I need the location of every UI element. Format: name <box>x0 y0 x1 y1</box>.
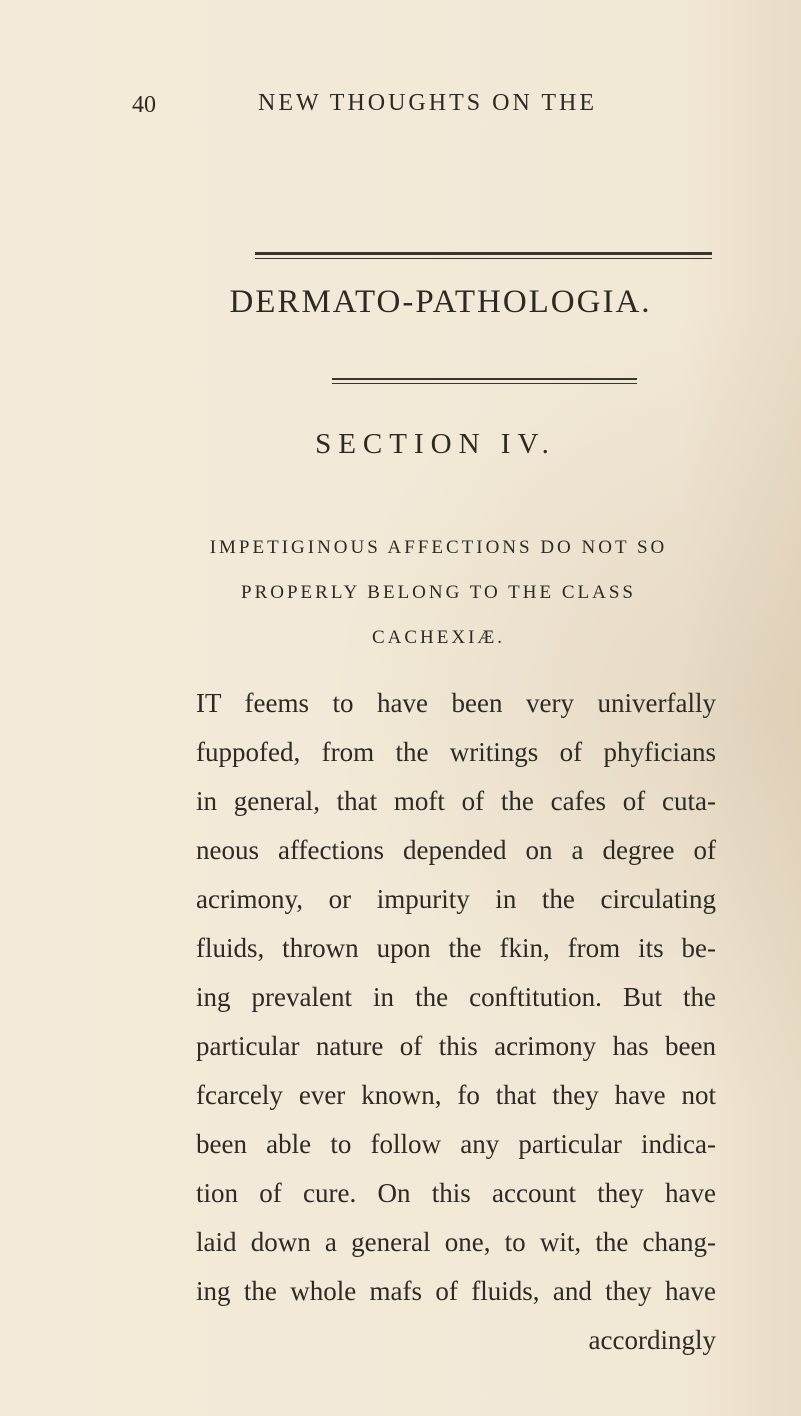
running-head: NEW THOUGHTS ON THE <box>258 90 597 116</box>
top-double-rule-thick <box>255 252 712 255</box>
body-text-line: particular nature of this acrimony has been <box>196 1031 716 1061</box>
subheading-line: PROPERLY BELONG TO THE CLASS <box>241 582 636 603</box>
catchword: accordingly <box>588 1325 716 1355</box>
subheading-line: CACHEXIÆ. <box>371 627 506 648</box>
section-rule-thin <box>332 383 637 384</box>
body-text-line: fcarcely ever known, fo that they have not <box>196 1080 716 1110</box>
body-text-line: fuppofed, from the writings of phyficians <box>196 737 716 767</box>
body-text-line: fluids, thrown upon the fkin, from its be- <box>196 933 716 963</box>
main-title: DERMATO-PATHOLOGIA. <box>229 284 652 320</box>
body-text-line: neous affections depended on a degree of <box>196 835 716 865</box>
subheading-line: IMPETIGINOUS AFFECTIONS DO NOT SO <box>209 537 668 558</box>
body-text-line: in general, that moft of the cafes of cuta- <box>196 786 716 816</box>
body-text-line: laid down a general one, to wit, the chang- <box>196 1227 716 1257</box>
page-number: 40 <box>132 92 156 118</box>
body-text-line: ing prevalent in the conftitution. But the <box>196 982 716 1012</box>
top-double-rule-thin <box>255 258 712 259</box>
section-rule-thick <box>332 378 637 380</box>
section-heading: SECTION IV. <box>315 428 556 460</box>
body-text-line: IT feems to have been very univerfally <box>196 688 716 718</box>
body-text-line: tion of cure. On this account they have <box>196 1178 716 1208</box>
body-text-line: been able to follow any particular indica- <box>196 1129 716 1159</box>
body-text-line: ing the whole mafs of fluids, and they have <box>196 1276 716 1306</box>
body-text-line: acrimony, or impurity in the circulating <box>196 884 716 914</box>
